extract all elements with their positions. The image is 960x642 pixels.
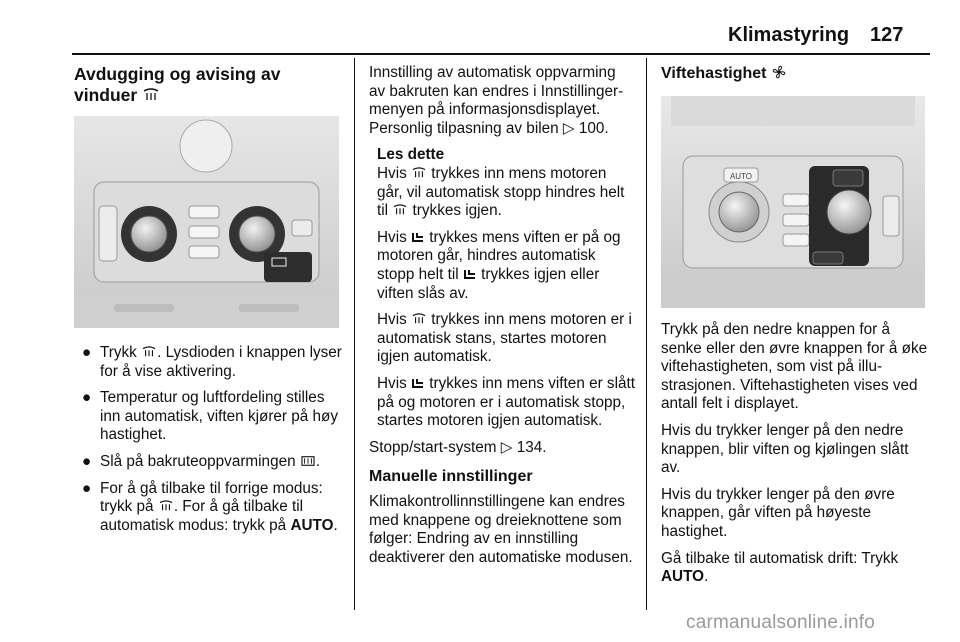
list-item: ● For å gå tilbake til forrige modus: trykk på . For å gå tilbake til automatisk modus: trykk på AUTO. bbox=[82, 479, 338, 534]
note-paragraph: Hvis trykkes mens viften er på og motoren går, hindres automatisk stopp helt til trykkes igjen eller viften slås av. bbox=[377, 228, 621, 302]
page-reference-link[interactable]: 100. bbox=[578, 119, 609, 137]
front-defrost-icon bbox=[392, 204, 408, 216]
page-ref-arrow-icon: ▷ bbox=[562, 119, 579, 137]
front-defrost-icon bbox=[411, 167, 427, 179]
front-defrost-icon bbox=[411, 313, 427, 325]
air-distribution-icon bbox=[411, 377, 425, 389]
column-divider-1 bbox=[354, 58, 355, 610]
fan-panel-illustration bbox=[661, 96, 925, 308]
manual-settings-text: Klimakontrollinnstillingene kan endres med knappene og dreieknottene som følger: Endring av en innstilling deaktiverer den automatiske modusen. bbox=[369, 493, 633, 567]
section-heading-manual: Manuelle innstillinger bbox=[369, 468, 533, 486]
rear-defrost-icon bbox=[300, 455, 316, 467]
air-distribution-icon bbox=[463, 268, 477, 280]
fan-paragraph: Hvis du trykker lenger på den nedre knappen, blir viften og kjølingen slått av. bbox=[661, 421, 909, 477]
watermark: carmanualsonline.info bbox=[686, 612, 876, 633]
rear-heating-intro: Innstilling av automatisk oppvarming av bakruten kan endres i Innstillinger-menyen på informasjonsdisplayet. Personlig tilpasning av bilen ▷ 100. bbox=[369, 64, 624, 137]
air-distribution-icon bbox=[411, 231, 425, 243]
column-1-bullets bbox=[74, 344, 346, 543]
column-3 bbox=[661, 64, 927, 84]
climate-control-panel-image bbox=[74, 116, 339, 328]
fan-control-panel-image bbox=[661, 96, 925, 308]
fan-icon bbox=[771, 64, 787, 80]
note-heading: Les dette bbox=[377, 146, 445, 164]
fan-paragraph: Trykk på den nedre knappen for å senke eller den øvre knappen for å øke viftehastigheten, som vist på illustrasjonen. Viftehastigheten vises ved antall felt i displayet. bbox=[661, 321, 928, 413]
column-3-text bbox=[661, 321, 929, 595]
page-header-title: Klimastyring bbox=[728, 24, 850, 46]
section-heading-fan: Viftehastighet bbox=[661, 64, 927, 84]
note-paragraph: Hvis trykkes inn mens motoren er i automatisk stans, startes motoren igjen automatisk. bbox=[377, 311, 632, 366]
list-item: ● Temperatur og luftfordeling stilles inn automatisk, viften kjører på høy hastighet. bbox=[82, 389, 339, 444]
climate-panel-illustration bbox=[74, 116, 339, 328]
note-box bbox=[377, 146, 635, 430]
column-1 bbox=[74, 64, 344, 106]
front-defrost-icon bbox=[141, 346, 157, 358]
front-defrost-icon bbox=[158, 500, 174, 512]
fan-paragraph-final: Gå tilbake til automatisk drift: Trykk AUTO. bbox=[661, 549, 899, 586]
page-ref-arrow-icon: ▷ bbox=[500, 438, 517, 456]
list-item: ● Trykk . Lysdioden i knappen lyser for å vise aktivering. bbox=[82, 344, 342, 380]
page-reference-link[interactable]: 134. bbox=[516, 438, 547, 456]
header-rule bbox=[72, 53, 930, 55]
column-2 bbox=[369, 64, 635, 576]
stop-start-reference: Stopp/start-system ▷ 134. bbox=[369, 438, 547, 456]
list-item: ● Slå på bakruteoppvarmingen . bbox=[82, 452, 321, 470]
page-number: 127 bbox=[870, 24, 904, 46]
column-divider-2 bbox=[646, 58, 647, 610]
defrost-bullet-list bbox=[74, 344, 346, 535]
note-paragraph: Hvis trykkes inn mens viften er slått på og motoren er i automatisk stopp, startes motoren igjen automatisk. bbox=[377, 374, 635, 430]
auto-button-label: AUTO bbox=[729, 172, 753, 181]
note-paragraph: Hvis trykkes inn mens motoren går, vil automatisk stopp hindres helt til trykkes igjen. bbox=[377, 164, 625, 220]
front-defrost-icon bbox=[142, 88, 160, 102]
fan-paragraph: Hvis du trykker lenger på den øvre knappen, går viften på høyeste hastighet. bbox=[661, 485, 895, 540]
section-heading-defrost: Avdugging og avising av vinduer bbox=[74, 64, 281, 105]
